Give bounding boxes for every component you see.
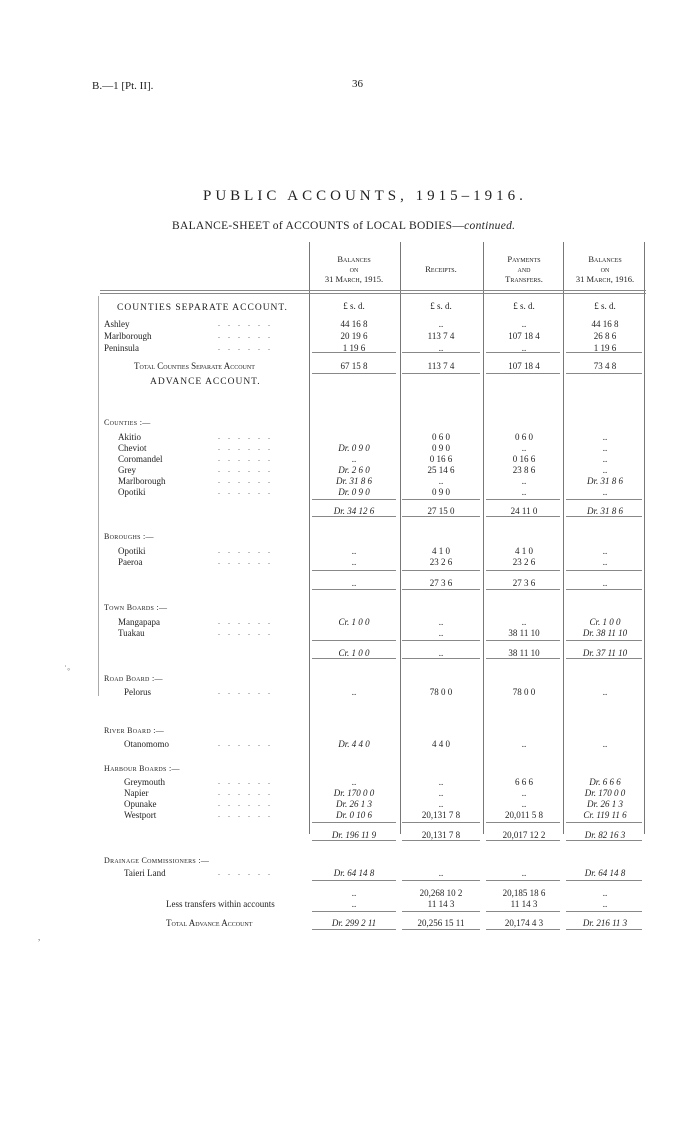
cell-c4: .. [602, 443, 608, 453]
cell-c2: 11 14 3 [427, 899, 455, 909]
sum-rule [312, 499, 396, 500]
total-separate-label: Total Counties Separate Account [134, 361, 255, 371]
margin-rule [98, 296, 99, 696]
sum-rule [486, 880, 560, 881]
sum-rule [402, 880, 480, 881]
cell-c3: 38 11 10 [508, 628, 540, 638]
column-rule [400, 242, 401, 834]
page-subtitle [172, 220, 515, 232]
cell-c2: 0 6 0 [432, 432, 450, 442]
cell-c3: .. [521, 343, 527, 353]
cell-c1: Dr. 64 14 8 [333, 868, 375, 878]
sum-rule [312, 352, 396, 353]
group-drainage: Drainage Commissioners :— [104, 856, 210, 865]
cell-c4: .. [602, 432, 608, 442]
cell-c3: 107 18 4 [508, 331, 540, 341]
cell-c4: .. [602, 487, 608, 497]
cell-c2: 27 15 0 [427, 506, 455, 516]
column-rule [644, 242, 645, 834]
cell-c2: .. [438, 777, 444, 787]
cell-c4: .. [602, 899, 608, 909]
cell-c3: .. [521, 799, 527, 809]
row-label: Ashley [104, 319, 130, 329]
cell-c4: Dr. 6 6 6 [589, 777, 621, 787]
leader-dots: . . . . . . [218, 557, 273, 566]
row-label: Akitio [118, 432, 142, 442]
sum-rule [566, 658, 642, 659]
cell-c1: 67 15 8 [340, 361, 368, 371]
sum-rule [402, 352, 480, 353]
cell-c3: 24 11 0 [510, 506, 538, 516]
cell-c4: Dr. 38 11 10 [582, 628, 628, 638]
cell-c3: 27 3 6 [512, 578, 536, 588]
col-head-balances-1916 [566, 254, 644, 284]
cell-c1: Dr. 2 6 0 [338, 465, 370, 475]
cell-c2: .. [438, 319, 444, 329]
cell-c4: 73 4 8 [593, 361, 617, 371]
cell-c2: .. [438, 799, 444, 809]
sum-rule [312, 658, 396, 659]
row-label: Napier [124, 788, 149, 798]
group-town-boards: Town Boards :— [104, 603, 168, 612]
cell-c2: 113 7 4 [427, 361, 455, 371]
cell-c3: .. [521, 319, 527, 329]
cell-c4: .. [602, 578, 608, 588]
col-head-payments [485, 254, 563, 284]
cell-c2: 78 0 0 [429, 687, 453, 697]
cell-c1: Dr. 196 11 9 [331, 830, 377, 840]
cell-c4: .. [602, 739, 608, 749]
cell-c2: .. [438, 343, 444, 353]
cell-c1: Cr. 1 0 0 [338, 648, 370, 658]
col-head-balances-1915 [315, 254, 393, 284]
cell-c1: Dr. 34 12 6 [333, 506, 375, 516]
cell-c1: Dr. 0 9 0 [338, 487, 370, 497]
cell-c3: 0 6 0 [515, 432, 533, 442]
leader-dots: . . . . . . [218, 476, 273, 485]
sum-rule [486, 840, 560, 841]
cell-c4: .. [602, 454, 608, 464]
units-label: £ s. d. [343, 301, 365, 311]
col-head-line: 31 March, 1915. [324, 274, 384, 284]
cell-c2: 20,131 7 8 [421, 830, 461, 840]
section-advance: ADVANCE ACCOUNT. [150, 377, 261, 387]
cell-c3: .. [521, 476, 527, 486]
header-rule [100, 290, 646, 291]
col-head-line: Transfers. [505, 274, 543, 284]
row-label: Coromandel [118, 454, 163, 464]
cell-c3: .. [521, 739, 527, 749]
cell-c2: 4 4 0 [432, 739, 450, 749]
leader-dots: . . . . . . [218, 343, 273, 352]
cell-c4: Dr. 64 14 8 [584, 868, 626, 878]
cell-c4: Dr. 170 0 0 [584, 788, 626, 798]
leader-dots: . . . . . . [218, 799, 273, 808]
cell-c2: 0 9 0 [432, 443, 450, 453]
col-head-line: Balances [588, 254, 622, 264]
cell-c1: 20 19 6 [340, 331, 368, 341]
cell-c3: 20,174 4 3 [504, 918, 544, 928]
sum-rule [566, 640, 642, 641]
sum-rule [566, 822, 642, 823]
section-counties-separate: COUNTIES SEPARATE ACCOUNT. [117, 303, 288, 313]
leader-dots: . . . . . . [218, 788, 273, 797]
leader-dots: . . . . . . [218, 319, 273, 328]
sum-rule [486, 570, 560, 571]
leader-dots: . . . . . . [218, 617, 273, 626]
running-header: B.—1 [Pt. II]. [92, 80, 154, 92]
subtitle-continued: continued. [464, 220, 516, 232]
leader-dots: . . . . . . [218, 739, 273, 748]
units-label: £ s. d. [430, 301, 452, 311]
sum-rule [402, 516, 480, 517]
column-rule [309, 242, 310, 834]
cell-c1: 1 19 6 [342, 343, 366, 353]
cell-c3: 4 1 0 [515, 546, 533, 556]
sum-rule [566, 570, 642, 571]
cell-c2: .. [438, 648, 444, 658]
sum-rule [486, 589, 560, 590]
sum-rule [312, 840, 396, 841]
row-label: Westport [124, 810, 157, 820]
sum-rule [402, 570, 480, 571]
cell-c4: .. [602, 687, 608, 697]
cell-c4: 44 16 8 [591, 319, 619, 329]
cell-c2: 23 2 6 [429, 557, 453, 567]
cell-c3: 20,185 18 6 [502, 888, 546, 898]
row-label: Grey [118, 465, 136, 475]
row-label: Opotiki [118, 546, 146, 556]
leader-dots: . . . . . . [218, 546, 273, 555]
col-head-line: on [600, 264, 610, 274]
cell-c1: .. [351, 777, 357, 787]
sum-rule [312, 373, 396, 374]
sum-rule [486, 373, 560, 374]
group-harbour-boards: Harbour Boards :— [104, 764, 180, 773]
cell-c3: .. [521, 487, 527, 497]
row-label: Opunake [124, 799, 157, 809]
cell-c3: .. [521, 443, 527, 453]
less-transfers-label: Less transfers within accounts [166, 899, 275, 909]
subtitle-main: BALANCE-SHEET of ACCOUNTS of LOCAL BODIES— [172, 220, 465, 232]
leader-dots: . . . . . . [218, 454, 273, 463]
sum-rule [312, 911, 396, 912]
leader-dots: . . . . . . [218, 777, 273, 786]
row-label: Otanomomo [124, 739, 169, 749]
stray-mark: , [38, 932, 41, 942]
cell-c1: Dr. 31 8 6 [335, 476, 372, 486]
col-head-line: Receipts. [425, 264, 457, 274]
column-rule [563, 242, 564, 834]
cell-c3: 20,011 5 8 [505, 810, 543, 820]
cell-c3: 0 16 6 [512, 454, 536, 464]
cell-c2: 20,131 7 8 [421, 810, 461, 820]
cell-c2: .. [438, 476, 444, 486]
col-head-line: Balances [337, 254, 371, 264]
row-label: Pelorus [124, 687, 151, 697]
row-label: Marlborough [104, 331, 152, 341]
leader-dots: . . . . . . [218, 432, 273, 441]
sum-rule [402, 658, 480, 659]
cell-c2: 4 1 0 [432, 546, 450, 556]
header-rule [100, 293, 646, 294]
cell-c3: .. [521, 788, 527, 798]
units-label: £ s. d. [594, 301, 616, 311]
cell-c4: Dr. 31 8 6 [586, 506, 623, 516]
cell-c1: 44 16 8 [340, 319, 368, 329]
cell-c2: .. [438, 788, 444, 798]
sum-rule [486, 352, 560, 353]
cell-c1: .. [351, 454, 357, 464]
cell-c1: Dr. 170 0 0 [333, 788, 375, 798]
cell-c4: Dr. 26 1 3 [586, 799, 623, 809]
row-label: Peninsula [104, 343, 139, 353]
sum-rule [486, 516, 560, 517]
cell-c4: Dr. 216 11 3 [582, 918, 628, 928]
cell-c2: 20,268 10 2 [419, 888, 463, 898]
cell-c4: Dr. 31 8 6 [586, 476, 623, 486]
row-label: Cheviot [118, 443, 147, 453]
cell-c3: 107 18 4 [508, 361, 540, 371]
row-label: Paeroa [118, 557, 143, 567]
cell-c4: .. [602, 465, 608, 475]
cell-c4: Cr. 1 0 0 [589, 617, 621, 627]
sum-rule [402, 373, 480, 374]
cell-c4: 26 8 6 [593, 331, 617, 341]
cell-c1: .. [351, 557, 357, 567]
leader-dots: . . . . . . [218, 868, 273, 877]
cell-c1: .. [351, 546, 357, 556]
col-head-line: and [517, 264, 531, 274]
units-label: £ s. d. [513, 301, 535, 311]
sum-rule [312, 589, 396, 590]
page-number: 36 [352, 78, 363, 90]
cell-c3: .. [521, 868, 527, 878]
sum-rule [312, 822, 396, 823]
total-advance-label: Total Advance Account [166, 918, 253, 928]
sum-rule [566, 352, 642, 353]
cell-c1: .. [351, 888, 357, 898]
cell-c4: .. [602, 888, 608, 898]
sum-rule [486, 929, 560, 930]
cell-c4: .. [602, 557, 608, 567]
sum-rule [566, 373, 642, 374]
cell-c1: .. [351, 578, 357, 588]
sum-rule [402, 499, 480, 500]
cell-c1: Dr. 4 4 0 [338, 739, 370, 749]
col-head-line: 31 March, 1916. [575, 274, 635, 284]
cell-c4: .. [602, 546, 608, 556]
sum-rule [566, 911, 642, 912]
cell-c2: .. [438, 628, 444, 638]
col-head-line: Payments [507, 254, 541, 264]
sum-rule [312, 516, 396, 517]
cell-c2: .. [438, 617, 444, 627]
col-head-receipts [402, 264, 480, 274]
leader-dots: . . . . . . [218, 331, 273, 340]
sum-rule [566, 589, 642, 590]
sum-rule [486, 499, 560, 500]
sum-rule [566, 929, 642, 930]
sum-rule [312, 880, 396, 881]
sum-rule [312, 640, 396, 641]
leader-dots: . . . . . . [218, 628, 273, 637]
sum-rule [566, 880, 642, 881]
leader-dots: . . . . . . [218, 487, 273, 496]
page-title: PUBLIC ACCOUNTS, 1915–1916. [203, 188, 527, 204]
cell-c3: .. [521, 617, 527, 627]
group-counties: Counties :— [104, 418, 151, 427]
sum-rule [486, 911, 560, 912]
row-label: Opotiki [118, 487, 146, 497]
cell-c2: 27 3 6 [429, 578, 453, 588]
cell-c1: Dr. 299 2 11 [331, 918, 377, 928]
cell-c1: .. [351, 899, 357, 909]
cell-c2: 0 16 6 [429, 454, 453, 464]
sum-rule [486, 822, 560, 823]
leader-dots: . . . . . . [218, 810, 273, 819]
row-label: Mangapapa [118, 617, 160, 627]
sum-rule [486, 640, 560, 641]
cell-c3: 6 6 6 [515, 777, 533, 787]
cell-c3: 23 8 6 [512, 465, 536, 475]
sum-rule [402, 840, 480, 841]
cell-c4: Dr. 37 11 10 [582, 648, 628, 658]
cell-c2: 113 7 4 [427, 331, 455, 341]
cell-c2: 0 9 0 [432, 487, 450, 497]
sum-rule [312, 929, 396, 930]
sum-rule [566, 516, 642, 517]
stray-mark: ˙◦ [64, 664, 71, 674]
leader-dots: . . . . . . [218, 443, 273, 452]
cell-c2: 25 14 6 [427, 465, 455, 475]
row-label: Taieri Land [124, 868, 166, 878]
sum-rule [402, 589, 480, 590]
cell-c1: Dr. 0 10 6 [335, 810, 372, 820]
sum-rule [566, 840, 642, 841]
column-rule [483, 242, 484, 834]
sum-rule [402, 640, 480, 641]
group-road-board: Road Board :— [104, 674, 163, 683]
group-boroughs: Boroughs :— [104, 532, 154, 541]
cell-c3: 38 11 10 [508, 648, 540, 658]
leader-dots: . . . . . . [218, 687, 273, 696]
cell-c1: Cr. 1 0 0 [338, 617, 370, 627]
col-head-line: on [349, 264, 359, 274]
cell-c3: 20,017 12 2 [502, 830, 546, 840]
cell-c3: 11 14 3 [510, 899, 538, 909]
cell-c1: Dr. 26 1 3 [335, 799, 372, 809]
cell-c3: 23 2 6 [512, 557, 536, 567]
row-label: Tuakau [118, 628, 145, 638]
leader-dots: . . . . . . [218, 465, 273, 474]
cell-c4: Dr. 82 16 3 [584, 830, 626, 840]
sum-rule [402, 822, 480, 823]
sum-rule [312, 570, 396, 571]
cell-c4: 1 19 6 [593, 343, 617, 353]
row-label: Greymouth [124, 777, 165, 787]
cell-c4: Cr. 119 11 6 [583, 810, 627, 820]
cell-c3: 78 0 0 [512, 687, 536, 697]
cell-c1: Dr. 0 9 0 [338, 443, 370, 453]
cell-c2: .. [438, 868, 444, 878]
sum-rule [402, 929, 480, 930]
sum-rule [402, 911, 480, 912]
cell-c2: 20,256 15 11 [417, 918, 465, 928]
sum-rule [566, 499, 642, 500]
sum-rule [486, 658, 560, 659]
group-river-board: River Board :— [104, 726, 165, 735]
cell-c1: .. [351, 687, 357, 697]
row-label: Marlborough [118, 476, 166, 486]
